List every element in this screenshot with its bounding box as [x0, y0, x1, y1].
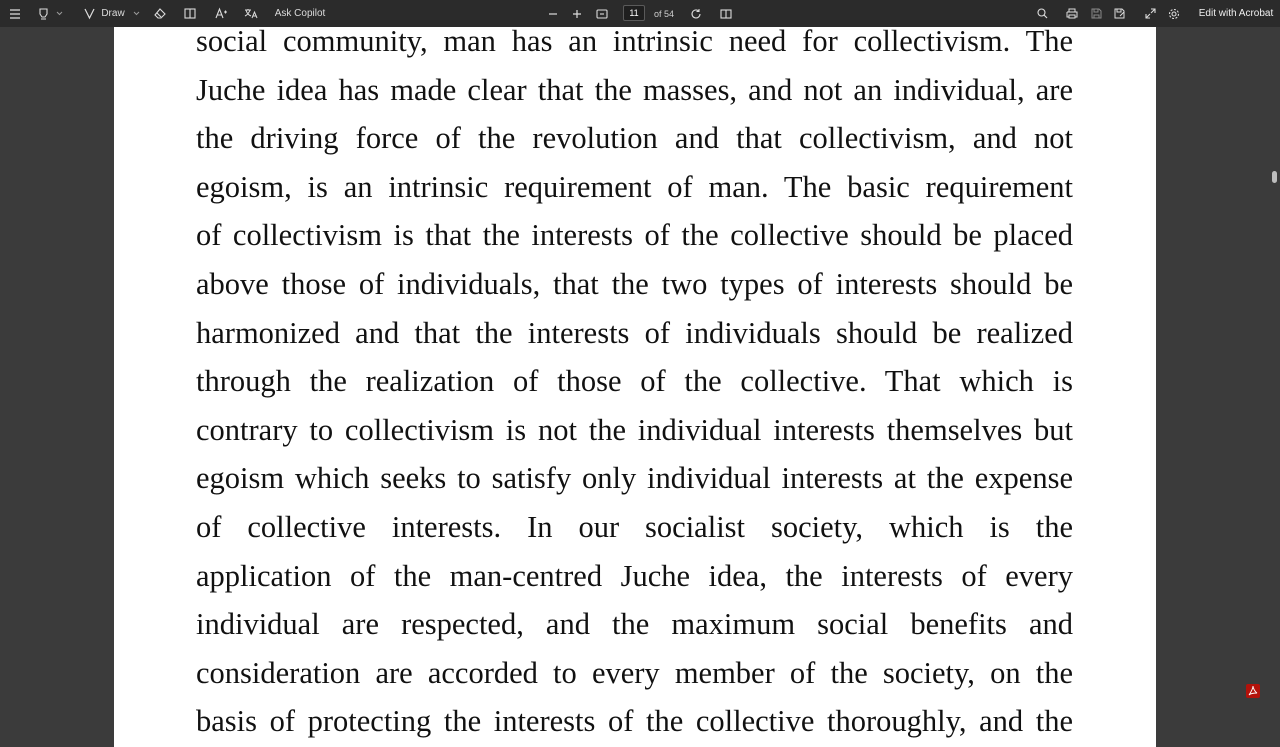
chevron-down-icon[interactable] — [131, 0, 141, 27]
text-line: harmonized and that the interests of individuals should be realized — [196, 315, 1073, 350]
draw-button[interactable] — [99, 0, 127, 27]
text-line: through the realization of those of the collective. That which is — [196, 364, 1073, 399]
text-line: Juche idea has made clear that the masses, and not an individual, are — [196, 72, 1073, 107]
edit-with-acrobat-button[interactable] — [1197, 0, 1275, 27]
text-line: basis of protecting the interests of the collective thoroughly, and the — [196, 704, 1073, 739]
document-viewport[interactable] — [0, 24, 1280, 739]
text-line: of collectivism is that the interests of the collective should be placed — [196, 218, 1073, 253]
text-line: the driving force of the revolution and that collectivism, and not — [196, 121, 1073, 156]
edit-with-acrobat-label: Edit with Acrobat — [1198, 8, 1274, 19]
save-icon[interactable] — [1089, 0, 1103, 27]
page-text — [196, 17, 1073, 746]
text-line: individual are respected, and the maximum social benefits and — [196, 607, 1073, 642]
vertical-scrollbar[interactable] — [1268, 27, 1280, 720]
draw-icon[interactable] — [82, 0, 96, 27]
pdf-page — [114, 24, 1156, 747]
chevron-down-icon[interactable] — [54, 0, 64, 27]
text-line: above those of individuals, that the two types of interests should be — [196, 266, 1073, 301]
gear-icon[interactable] — [1167, 0, 1181, 27]
text-line: egoism which seeks to satisfy only individual interests at the expense — [196, 461, 1073, 496]
text-line: consideration are accorded to every member of the society, on the — [196, 655, 1073, 690]
highlight-icon[interactable] — [36, 0, 50, 27]
ask-copilot-label: Ask Copilot — [274, 8, 326, 19]
text-line: of collective interests. In our socialist society, which is the — [196, 509, 1073, 544]
eraser-icon[interactable] — [153, 0, 167, 27]
scrollbar-thumb[interactable] — [1272, 171, 1277, 183]
page-total: of 54 — [653, 8, 675, 19]
text-line: egoism, is an intrinsic requirement of man. The basic requirement — [196, 169, 1073, 204]
text-line: contrary to collectivism is not the individual interests themselves but — [196, 412, 1073, 447]
fullscreen-icon[interactable] — [1143, 0, 1157, 27]
text-line: application of the man-centred Juche idea, the interests of every — [196, 558, 1073, 593]
menu-icon[interactable] — [7, 0, 23, 27]
text-line: social community, man has an intrinsic need for collectivism. The — [196, 24, 1073, 58]
page-view-icon[interactable] — [183, 0, 197, 27]
draw-label: Draw — [101, 8, 125, 19]
acrobat-icon[interactable] — [1245, 683, 1261, 699]
save-as-icon[interactable] — [1113, 0, 1127, 27]
